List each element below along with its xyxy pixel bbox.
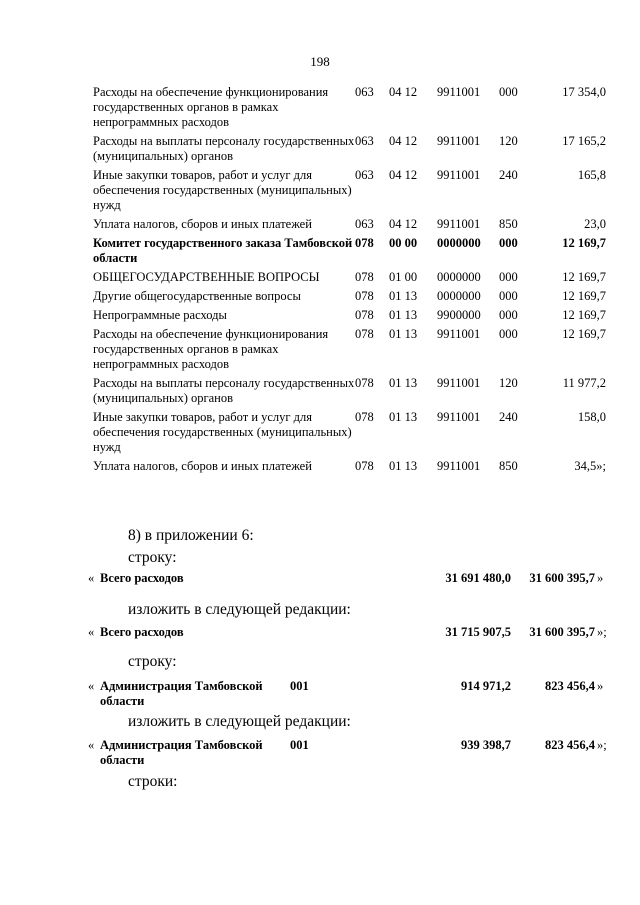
close-quote: »; — [597, 738, 607, 752]
expense-type-code: 240 — [499, 410, 518, 424]
table-row — [93, 217, 606, 236]
admin-value-1: 914 971,2 — [461, 679, 511, 693]
target-article-code: 9900000 — [437, 308, 481, 322]
amount: 12 169,7 — [562, 236, 606, 250]
target-article-code: 9911001 — [437, 410, 481, 424]
expense-type-code: 120 — [499, 376, 518, 390]
close-quote: »; — [597, 625, 607, 639]
table-row — [93, 327, 606, 376]
ved-code: 078 — [355, 289, 374, 303]
open-quote: « — [88, 571, 95, 585]
expense-type-code: 850 — [499, 459, 518, 473]
table-row — [93, 236, 606, 270]
expense-type-code: 120 — [499, 134, 518, 148]
ved-code: 078 — [355, 270, 374, 284]
target-article-code: 9911001 — [437, 376, 481, 390]
total-value-2: 31 600 395,7 — [529, 571, 595, 585]
table-row — [93, 410, 606, 459]
ved-code: 078 — [355, 308, 374, 322]
open-quote: « — [88, 738, 95, 752]
item-name: Расходы на выплаты персоналу государственных (муниципальных) органов — [93, 134, 355, 163]
section-code: 01 13 — [389, 459, 418, 473]
item-name: Уплата налогов, сборов и иных платежей — [93, 459, 312, 473]
section-code: 01 13 — [389, 376, 418, 390]
page-number: 198 — [310, 54, 330, 69]
section-code: 00 00 — [389, 236, 418, 250]
amount: 23,0 — [584, 217, 606, 231]
table-row — [93, 376, 606, 410]
target-article-code: 0000000 — [437, 236, 481, 250]
expense-type-code: 850 — [499, 217, 518, 231]
ved-code: 063 — [355, 168, 374, 182]
target-article-code: 9911001 — [437, 327, 481, 341]
table-row — [93, 308, 606, 327]
amount: 12 169,7 — [562, 308, 606, 322]
target-article-code: 9911001 — [437, 134, 481, 148]
budget-table — [93, 85, 606, 478]
item-name: Иные закупки товаров, работ и услуг для обеспечения государственных (муниципальных) нужд — [93, 168, 352, 212]
expense-type-code: 000 — [499, 289, 518, 303]
amount: 17 354,0 — [562, 85, 606, 99]
line-izlozhit: изложить в следующей редакции: — [128, 601, 351, 618]
amount: 165,8 — [577, 168, 606, 182]
section-code: 04 12 — [389, 134, 418, 148]
amount: 17 165,2 — [562, 134, 606, 148]
close-quote: » — [597, 679, 604, 693]
section-code: 04 12 — [389, 168, 418, 182]
target-article-code: 9911001 — [437, 85, 481, 99]
line-stroki: строки: — [128, 773, 178, 790]
line-izlozhit: изложить в следующей редакции: — [128, 713, 351, 730]
amount: 34,5»; — [574, 459, 606, 473]
item-name: Другие общегосударственные вопросы — [93, 289, 301, 303]
item-name: Иные закупки товаров, работ и услуг для обеспечения государственных (муниципальных) нужд — [93, 410, 352, 454]
ved-code: 063 — [355, 134, 374, 148]
item-name: Расходы на обеспечение функционирования государственных органов в рамках непрограммных расходов — [93, 327, 329, 371]
section-code: 01 13 — [389, 308, 418, 322]
ved-code: 078 — [355, 236, 374, 250]
item-name: Расходы на обеспечение функционирования государственных органов в рамках непрограммных расходов — [93, 85, 329, 129]
line-stroku: строку: — [128, 653, 177, 670]
total-value-1: 31 691 480,0 — [445, 571, 511, 585]
target-article-code: 9911001 — [437, 168, 481, 182]
section-code: 04 12 — [389, 217, 418, 231]
item-name: Уплата налогов, сборов и иных платежей — [93, 217, 312, 231]
amount: 12 169,7 — [562, 270, 606, 284]
ved-code: 078 — [355, 410, 374, 424]
item-8-heading: 8) в приложении 6: — [128, 527, 254, 544]
table-row — [93, 459, 606, 478]
total-value-1: 31 715 907,5 — [445, 625, 511, 639]
admin-code: 001 — [290, 738, 309, 752]
total-label: Всего расходов — [100, 625, 184, 639]
ved-code: 063 — [355, 85, 374, 99]
target-article-code: 9911001 — [437, 217, 481, 231]
item-name: Расходы на выплаты персоналу государственных (муниципальных) органов — [93, 376, 355, 405]
table-row — [93, 85, 606, 134]
amount: 158,0 — [577, 410, 606, 424]
target-article-code: 0000000 — [437, 270, 481, 284]
admin-value-1: 939 398,7 — [461, 738, 511, 752]
ved-code: 078 — [355, 376, 374, 390]
admin-code: 001 — [290, 679, 309, 693]
close-quote: » — [597, 571, 604, 585]
total-label: Всего расходов — [100, 571, 184, 585]
open-quote: « — [88, 625, 95, 639]
target-article-code: 9911001 — [437, 459, 481, 473]
section-code: 01 00 — [389, 270, 418, 284]
admin-label: Администрация Тамбовской области — [100, 738, 263, 767]
expense-type-code: 000 — [499, 308, 518, 322]
ved-code: 078 — [355, 327, 374, 341]
amount: 12 169,7 — [562, 327, 606, 341]
expense-type-code: 000 — [499, 270, 518, 284]
expense-type-code: 240 — [499, 168, 518, 182]
expense-type-code: 000 — [499, 85, 518, 99]
total-value-2: 31 600 395,7 — [529, 625, 595, 639]
amount: 11 977,2 — [562, 376, 606, 390]
section-code: 01 13 — [389, 327, 418, 341]
line-stroku: строку: — [128, 549, 177, 566]
open-quote: « — [88, 679, 95, 693]
table-row — [93, 270, 606, 289]
table-row — [93, 289, 606, 308]
expense-type-code: 000 — [499, 236, 518, 250]
table-row — [93, 134, 606, 168]
section-code: 01 13 — [389, 289, 418, 303]
section-code: 01 13 — [389, 410, 418, 424]
ved-code: 078 — [355, 459, 374, 473]
admin-value-2: 823 456,4 — [545, 679, 595, 693]
admin-label: Администрация Тамбовской области — [100, 679, 263, 708]
table-row — [93, 168, 606, 217]
item-name: Непрограммные расходы — [93, 308, 227, 322]
item-name: Комитет государственного заказа Тамбовской области — [93, 236, 353, 265]
ved-code: 063 — [355, 217, 374, 231]
expense-type-code: 000 — [499, 327, 518, 341]
amount: 12 169,7 — [562, 289, 606, 303]
section-code: 04 12 — [389, 85, 418, 99]
target-article-code: 0000000 — [437, 289, 481, 303]
item-name: ОБЩЕГОСУДАРСТВЕННЫЕ ВОПРОСЫ — [93, 270, 320, 284]
admin-value-2: 823 456,4 — [545, 738, 595, 752]
